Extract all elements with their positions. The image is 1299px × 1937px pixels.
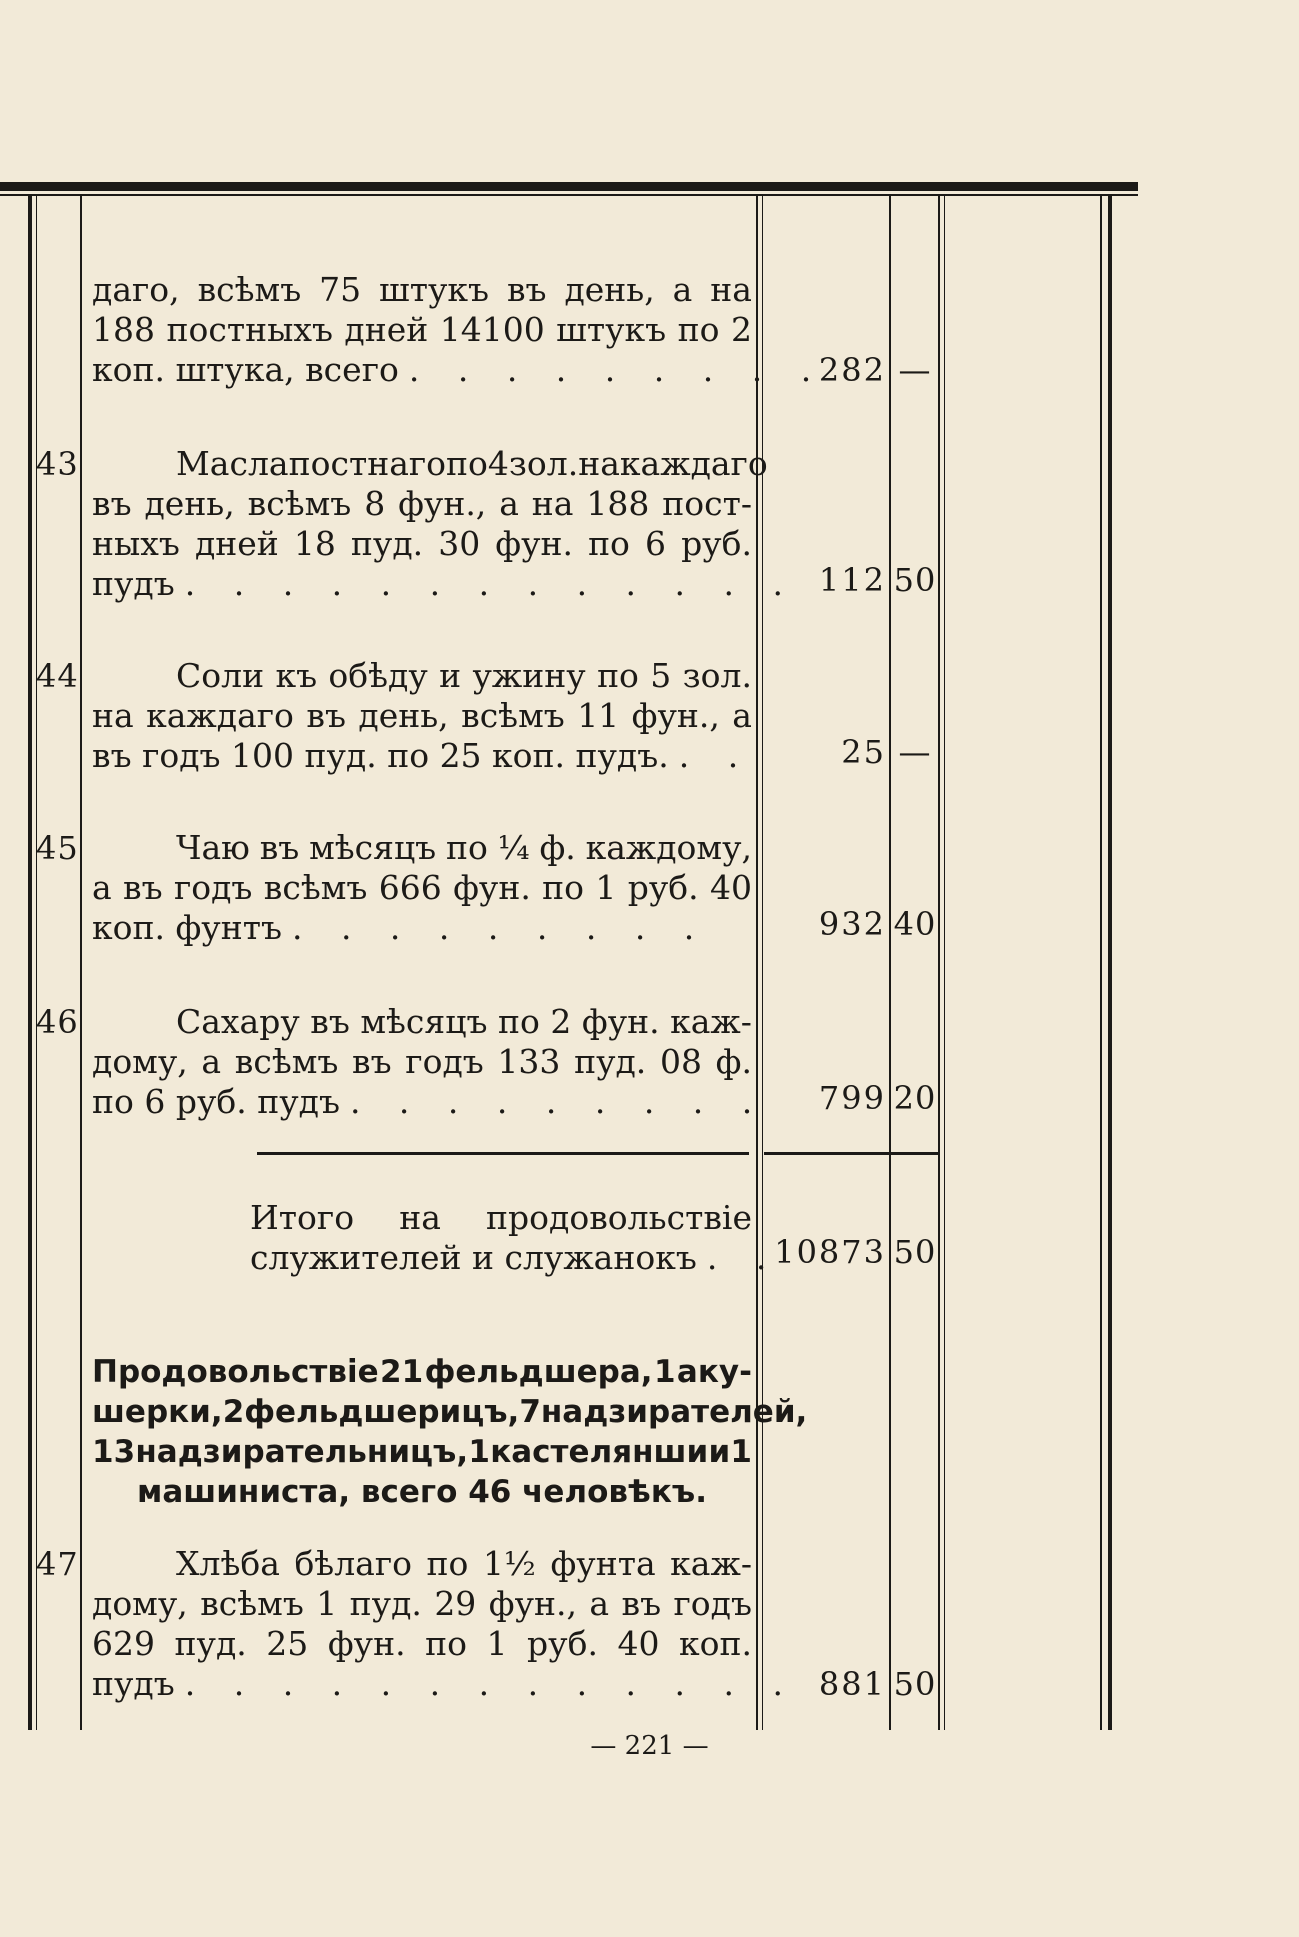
amount-rub: 112 [818, 561, 886, 599]
row-text-line: пудъ . . . . . . . . . . . . . [92, 1664, 797, 1703]
total-text-line: служителей и служанокъ . . [250, 1238, 781, 1277]
amount-rub: 881 [818, 1665, 886, 1703]
column-rule-number [80, 196, 82, 1730]
row-number: 47 [36, 1545, 79, 1583]
amount-kop: 20 [893, 1079, 937, 1117]
row-text-line: Сахару въ мѣсяцъ по 2 фун. каж- [176, 1002, 752, 1041]
heading-line: машиниста, всего 46 человѣкъ. [137, 1474, 707, 1510]
row-text-line: коп. штука, всего . . . . . . . . . [92, 350, 826, 389]
row-number: 44 [36, 657, 79, 695]
row-text-line: Чаю въ мѣсяцъ по ¼ ф. каждому, [176, 828, 752, 867]
total-amount-kop: 50 [893, 1233, 937, 1271]
table-row [92, 444, 797, 604]
row-text-line: въ день, всѣмъ 8 фун., а на 188 пост- [92, 484, 752, 523]
table-row [92, 828, 752, 948]
row-text-line: коп. фунтъ . . . . . . . . . [92, 908, 709, 947]
dot-leaders: . . . . . . . . . [349, 1082, 767, 1121]
row-text-line: на каждаго въ день, всѣмъ 11 фун., а [92, 696, 752, 735]
dot-leaders: . . [678, 736, 753, 775]
table-top-rule [0, 182, 1138, 191]
total-amount-rub: 10873 [774, 1233, 886, 1271]
heading-line: 13 надзирательницъ, 1 кастелянши и 1 [92, 1434, 752, 1470]
amount-rub: 799 [818, 1079, 886, 1117]
amount-kop: 40 [893, 905, 937, 943]
table-row [92, 1002, 767, 1122]
row-text-line: Соли къ обѣду и ужину по 5 зол. [176, 656, 752, 695]
dot-leaders: . . . . . . . . . . . . . [184, 564, 797, 603]
column-rule-text-inner [762, 196, 763, 1730]
table-row [92, 1544, 797, 1704]
heading-line: Продовольствіе 21 фельдшера, 1 аку- [92, 1354, 752, 1390]
amount-kop: — [898, 733, 932, 771]
page-number: — 221 — [590, 1731, 709, 1761]
row-text-line: по 6 руб. пудъ . . . . . . . . . [92, 1082, 767, 1121]
section-heading [92, 1352, 808, 1512]
total-text-line: Итого на продовольствіе [250, 1198, 752, 1237]
row-text-line: а въ годъ всѣмъ 666 фун. по 1 руб. 40 [92, 868, 752, 907]
column-rule-kop-inner [944, 196, 945, 1730]
total-label [250, 1198, 781, 1278]
dot-leaders: . . . . . . . . . [408, 350, 826, 389]
dot-leaders: . . [706, 1238, 781, 1277]
row-text-line: пудъ . . . . . . . . . . . . . [92, 564, 797, 603]
amount-kop: 50 [893, 1665, 937, 1703]
row-text-line: даго, всѣмъ 75 штукъ въ день, а на [92, 270, 752, 309]
row-text-line: 629 пуд. 25 фун. по 1 руб. 40 коп. [92, 1624, 752, 1663]
row-text-line: дому, всѣмъ 1 пуд. 29 фун., а въ годъ [92, 1584, 752, 1623]
dot-leaders: . . . . . . . . . [291, 908, 709, 947]
table-row [92, 270, 826, 390]
heading-line: шерки, 2 фельдшерицъ, 7 надзирателей, [92, 1394, 808, 1430]
column-rule-right-inner [1100, 196, 1102, 1730]
amount-rub: 282 [818, 351, 886, 389]
amount-rub: 932 [818, 905, 886, 943]
row-text-line: Хлѣба бѣлаго по 1½ фунта каж- [176, 1544, 752, 1583]
row-number: 46 [36, 1003, 79, 1041]
column-rule-left-outer [28, 196, 32, 1730]
table-row [92, 656, 752, 776]
column-rule-right-outer [1108, 196, 1112, 1730]
column-rule-kop [938, 196, 940, 1730]
amount-kop: 50 [893, 561, 937, 599]
table-top-rule-thin [0, 194, 1138, 196]
column-rule-left-inner [36, 196, 37, 1730]
dot-leaders: . . . . . . . . . . . . . [184, 1664, 797, 1703]
total-rule-text [257, 1152, 749, 1155]
total-rule-amount [764, 1152, 938, 1155]
row-text-line: ныхъ дней 18 пуд. 30 фун. по 6 руб. [92, 524, 752, 563]
row-text-line: дому, а всѣмъ въ годъ 133 пуд. 08 ф. [92, 1042, 752, 1081]
row-number: 43 [36, 445, 79, 483]
row-text-line: Масла постнаго по 4 зол. на каждаго [176, 444, 768, 483]
row-number: 45 [36, 829, 79, 867]
amount-kop: — [898, 351, 932, 389]
amount-rub: 25 [841, 733, 886, 771]
row-text-line: въ годъ 100 пуд. по 25 коп. пудъ. . . [92, 736, 753, 775]
column-rule-text [756, 196, 758, 1730]
column-rule-rub [889, 196, 891, 1730]
row-text-line: 188 постныхъ дней 14100 штукъ по 2 [92, 310, 752, 349]
